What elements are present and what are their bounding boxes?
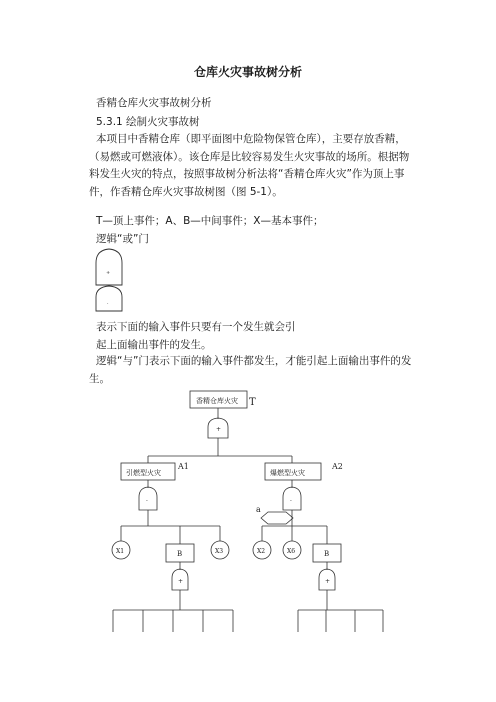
or-description-1: 表示下面的输入事件只要有一个发生就会引 (96, 321, 296, 333)
x1-label: X1 (116, 548, 125, 555)
subheading: 香精仓库火灾事故树分析 (96, 97, 212, 109)
a1-label: 引燃型火灾 (126, 469, 161, 477)
b-label-right: B (324, 550, 330, 558)
x3-label: X3 (215, 548, 224, 555)
top-gate-symbol: + (216, 426, 222, 433)
condition-label: a (256, 505, 261, 514)
top-event-label: 香精仓库火灾 (196, 397, 238, 405)
or-description-2: 起上面输出事件的发生。 (96, 339, 212, 351)
condition-hexagon (261, 512, 293, 524)
or-gate-label: 逻辑“或”门 (96, 233, 149, 245)
b-left-gate-symbol: + (178, 578, 184, 585)
b-right-gate-symbol: + (325, 578, 331, 585)
a2-code: A2 (332, 462, 343, 471)
top-event-code: T (249, 397, 256, 408)
x6-label: X6 (287, 548, 296, 555)
section-heading: 5.3.1 绘制火灾事故树 (96, 116, 200, 128)
x2-label: X2 (257, 548, 266, 555)
a2-gate-symbol: · (290, 498, 292, 505)
a1-and-gate (139, 487, 157, 510)
and-description: 逻辑“与”门表示下面的输入事件都发生，才能引起上面输出事件的发生。 (89, 355, 412, 385)
a1-code: A1 (178, 462, 189, 471)
or-gate-symbol: + (106, 270, 111, 276)
a1-gate-symbol: · (146, 498, 148, 505)
and-gate-symbol: · (107, 301, 109, 307)
b-label-left: B (177, 550, 183, 558)
legend-line: T—顶上事件；A、B—中间事件；X—基本事件； (96, 215, 324, 227)
page-title: 仓库火灾事故树分析 (193, 65, 302, 79)
a2-and-gate (283, 487, 301, 510)
a2-label: 爆燃型火灾 (270, 469, 305, 477)
intro-text: 本项目中香精仓库（即平面图中危险物保管仓库），主要存放香精，（易燃或可燃液体）。该仓库是比较容易发生火灾事故的场所。根据物料发生火灾的特点，按照事故树分析法将“香精仓库火灾”作为顶上事件，作香精仓库火灾事故树图（图 5-1）。 (89, 133, 410, 198)
